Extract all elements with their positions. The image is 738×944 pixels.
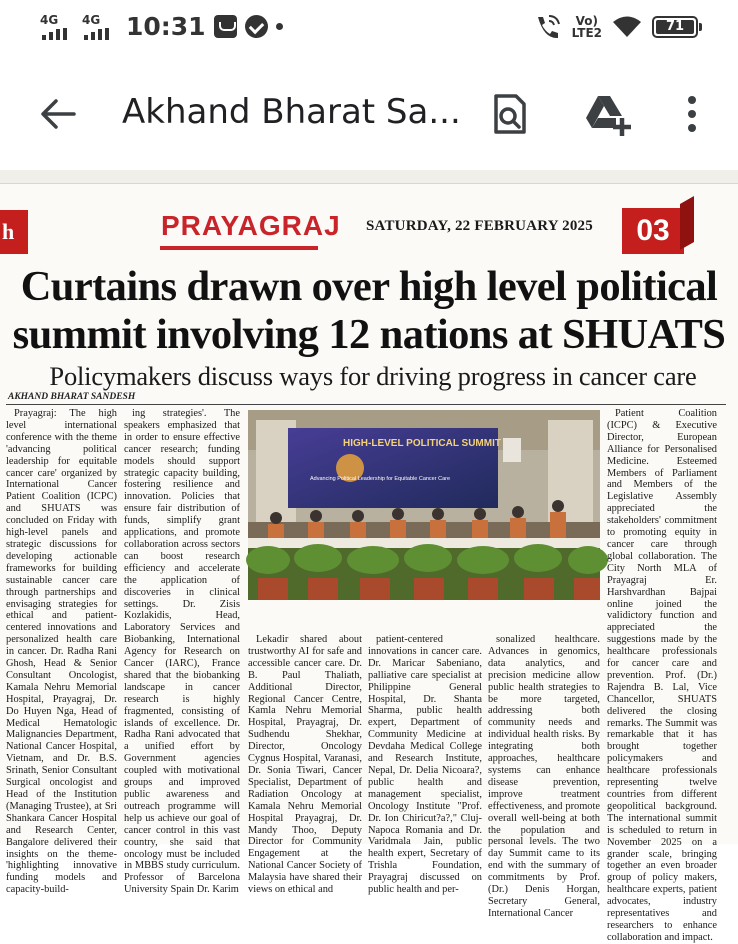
article-column-6 — [607, 408, 717, 943]
article-column-4 — [368, 634, 482, 896]
section-rule — [160, 246, 318, 250]
page-edge — [0, 170, 738, 184]
clock: 10:31 — [126, 12, 206, 41]
volte-indicator — [572, 15, 602, 39]
document-title: Akhand Bharat Sa... — [122, 92, 461, 132]
wifi-calling-icon — [534, 14, 562, 40]
app-bar — [0, 58, 738, 170]
newspaper-page — [0, 170, 738, 943]
byline: AKHAND BHARAT SANDESH — [8, 392, 136, 402]
signal-icon — [82, 14, 116, 40]
article-text: ing strategies'. The speakers emphasized that in order to ensure effective cancer research; funding models should support strategic capacity building, fostering resilience and innovation. Policies that ensure fair distribution of funds, simplify grant applications, and promote collaboration across sectors can boost research efficiency and accelerate the application of discoveries in clinical settings. Dr. Zisis Kozlakidis, Head, Laboratory Services and Biobanking, International Agency for Research on Cancer (IARC), France shared that the biobanking landscape in cancer research is highly fragmented, consisting of islands of excellence. Dr. Radha Rani advocated that a unified effort by Government agencies coupled with motivational groups and improved public awareness and outreach programme will help us achieve our goal of cancer control in this vast country, she said that oncology must be included in MBBS study curriculum. Professor of Barcelona University Spain Dr. Karim — [124, 408, 240, 896]
article-text: Lekadir shared about trustworthy AI for safe and accessible cancer care. Dr. B. Paul Thaliath, Additional Director, Regional Cancer Centre, Kamla Nehru Memorial Hospital, Prayagraj, Dr. Sudhendu Shekhar, Director, Oncology Cygnus Hospital, Varanasi, Dr. Sonia Tiwari, Cancer Specialist, Department of Radiation Oncology at Kamala Nehru Memorial Hospital Prayagraj, Dr. Mandy Thoo, Deputy Director for Community Engagement at the National Cancer Society of Malaysia have shared their views on ethical and — [248, 634, 362, 896]
article-text: Patient Coalition (ICPC) & Executive Director, European Alliance for Personalised Medicine. Esteemed Members of Parliament and Members of the Legislative Assembly appreciated the stakeholders' commitment to promoting equity in cancer care through global collaboration. The City North MLA of Prayagraj Er. Harshvardhan Bajpai online joined the validictory function and appreciated the suggestions made by the healthcare professionals for cancer care and prevention. Prof. (Dr.) Rajendra B. Lal, Vice Chancellor, SHUATS delivered the closing remarks. The Summit was remarkable that it has brought together policymakers and healthcare professionals representing twelve countries from different geopolitical background. The international summit is scheduled to return in November 2025 on a grander scale, bringing together an even broader group of policy makers, healthcare experts, patient advocates, industry representatives and researchers to enhance collaboration and impact. — [607, 408, 717, 943]
photo-banner-title: HIGH-LEVEL POLITICAL SUMMIT — [343, 438, 501, 449]
document-search-icon[interactable] — [488, 92, 532, 136]
network-type-label: 4G — [82, 12, 101, 27]
article-text: patient-centered innovations in cancer care. Dr. Maricar Sabeniano, palliative care specialist at Philippine General Hospital, Dr. Shanta Sharma, public health expert, Department of Community Medicine at Devdaha Medical College and Research Institute, Nepal, Dr. Delia Nicoara?, public health and management specialist, Oncology Institute "Prof. Dr. Ion Chiricut?a?," Cluj-Napoca Romania and Dr. Varidmala Jain, public health expert, Secretary of Trishla Foundation, Prayagraj discussed on public health and per- — [368, 634, 482, 896]
subheadline: Policymakers discuss ways for driving progress in cancer care — [49, 361, 697, 391]
wifi-icon — [612, 16, 642, 38]
article-column-5 — [488, 634, 600, 919]
article-text: sonalized healthcare. Advances in genomics, data analytics, and precision medicine allow public health strategies to be more targeted, addressing both community needs and individual health risks. By integrating both approaches, healthcare systems can enhance disease prevention, improve treatment effectiveness, and promote overall well-being at both the population and personal levels. The two day Summit came to its end with the summary of commitments by Prof. (Dr.) Denis Horgan, Secretary General, International Cancer — [488, 634, 600, 919]
signal-icon — [40, 14, 74, 40]
arrow-left-icon[interactable] — [38, 94, 78, 134]
article-column-3 — [248, 634, 362, 896]
article-column-2 — [124, 408, 240, 896]
previous-section-tab: h — [0, 210, 28, 254]
section-name: PRAYAGRAJ — [161, 210, 341, 241]
divider — [6, 404, 726, 405]
summit-photo — [248, 410, 600, 600]
check-circle-icon — [245, 15, 268, 38]
page-number: 03 — [622, 208, 684, 254]
photo-banner-subtitle: Advancing Political Leadership for Equitable Cancer Care — [310, 476, 451, 482]
battery-level: 71 — [656, 20, 694, 34]
battery-icon — [652, 16, 698, 38]
more-notifications-icon — [276, 23, 283, 30]
headline: Curtains drawn over high level political summit involving 12 nations at SHUATS — [12, 263, 726, 358]
lte-label: LTE2 — [571, 26, 602, 40]
article-text: Prayagraj: The high level international conference with the theme 'advancing political leadership for equitable cancer care' organized by International Cancer Patient Coalition (ICPC) and SHUATS was concluded on Friday with high-level panels and strategic discussions for developing actionable frameworks for building sustainable cancer care through partnerships and envisaging strategies for ethical and patient-centered innovations and personalized health care in cancer. Dr. Radha Rani Ghosh, Head & Senior Consultant Oncologist, Kamala Nehru Memorial Hospital, Prayagraj, Dr. Do Huyen Nga, Head of Medical Hematologic Malignancies Department, National Cancer Hospital, Vietnam, and Dr. B.S. Srinath, Senior Consultant Surgical oncologist and Head of the Institution (Managing Trustee), at Sri Shankara Cancer Hospital and Research Center, Bangalore delivered their insights on the theme- 'highlighting innovative funding models and capacity-build- — [6, 408, 117, 896]
article-column-1 — [6, 408, 117, 896]
network-type-label: 4G — [40, 12, 59, 27]
dateline: SATURDAY, 22 FEBRUARY 2025 — [366, 218, 593, 234]
notification-app-icon — [214, 15, 237, 38]
status-bar — [0, 0, 738, 58]
drive-add-icon[interactable] — [582, 92, 632, 136]
more-vert-icon[interactable] — [680, 92, 704, 136]
volte-label: Vo) — [575, 14, 598, 28]
